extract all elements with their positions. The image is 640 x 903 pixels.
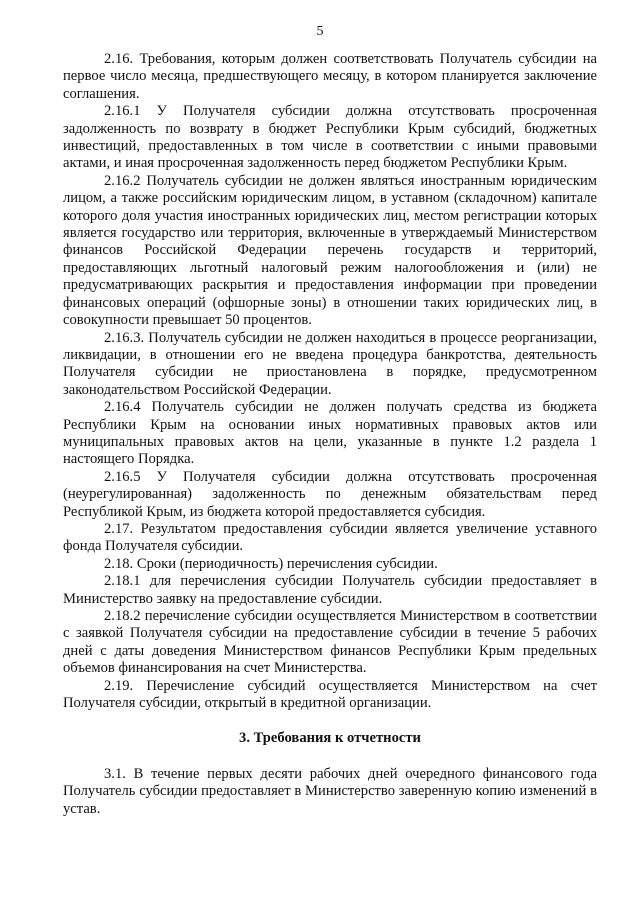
paragraph-2-18-2: 2.18.2 перечисление субсидии осуществляется Министерством в соответствии с заявкой Получателя субсидии на предоставление субсидии в течение 5 рабочих дней с даты доведения Министерством финансов Республики Крым предельных объемов финансирования на счет Министерства. (63, 608, 597, 677)
paragraph-2-18-1: 2.18.1 для перечисления субсидии Получатель субсидии предоставляет в Министерство заявку на предоставление субсидии. (63, 573, 597, 607)
paragraph-2-16-1: 2.16.1 У Получателя субсидии должна отсутствовать просроченная задолженность по возврату в бюджет Республики Крым субсидий, бюджетных инвестиций, предоставленных в том числе в соответствии с иными правовыми актами, и иная просроченная задолженность перед бюджетом Республики Крым. (63, 103, 597, 172)
page-number: 5 (316, 24, 324, 39)
paragraph-2-18: 2.18. Сроки (периодичность) перечисления субсидии. (104, 555, 438, 572)
paragraph-2-16-3: 2.16.3. Получатель субсидии не должен находиться в процессе реорганизации, ликвидации, в отношении его не введена процедура банкротства, деятельность Получателя субсидии не приостановлена в порядке, предусмотренном законодательством Российской Федерации. (63, 329, 597, 398)
paragraph-2-16-4: 2.16.4 Получатель субсидии не должен получать средства из бюджета Республики Крым на основании иных нормативных правовых актов или муниципальных правовых актов на цели, указанные в пункте 1.2 раздела 1 настоящего Порядка. (63, 399, 597, 468)
paragraph-3-1: 3.1. В течение первых десяти рабочих дней очередного финансового года Получатель субсидии предоставляет в Министерство заверенную копию изменений в устав. (63, 765, 597, 817)
paragraph-2-19: 2.19. Перечисление субсидий осуществляется Министерством на счет Получателя субсидии, открытый в кредитной организации. (63, 677, 597, 712)
section-heading-reporting: 3. Требования к отчетности (239, 730, 421, 747)
paragraph-2-16: 2.16. Требования, которым должен соответствовать Получатель субсидии на первое число месяца, предшествующего месяцу, в котором планируется заключение соглашения. (63, 51, 597, 102)
paragraph-2-17: 2.17. Результатом предоставления субсидии является увеличение уставного фонда Получателя субсидии. (63, 520, 597, 555)
paragraph-2-16-5: 2.16.5 У Получателя субсидии должна отсутствовать просроченная (неурегулированная) задолженность по денежным обязательствам перед Республикой Крым, из бюджета которой предоставляется субсидия. (63, 468, 597, 520)
document-body (63, 51, 597, 818)
paragraph-2-16-2: 2.16.2 Получатель субсидии не должен являться иностранным юридическим лицом, а также российским юридическим лицом, в уставном (складочном) капитале которого доля участия иностранных юридических лиц, местом регистрации которых является государство или территория, включенные в утверждаемый Министерством финансов Российской Федерации перечень государств и территорий, предоставляющих льготный налоговый режим налогообложения и (или) не предусматривающих раскрытия и предоставления информации при проведении финансовых операций (офшорные зоны) в отношении таких юридических лиц, в совокупности превышает 50 процентов. (63, 172, 597, 329)
